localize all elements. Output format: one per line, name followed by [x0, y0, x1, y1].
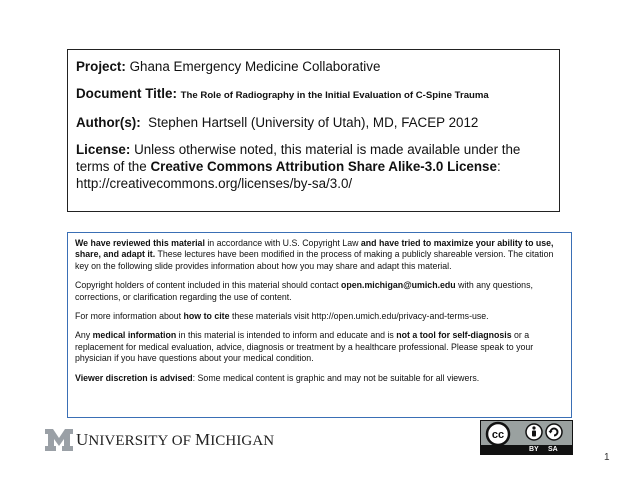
university-of-michigan-logo: [44, 428, 274, 452]
author-line: [76, 114, 552, 131]
license-line: [76, 141, 552, 192]
notice-bold-cite: how to cite: [183, 311, 230, 322]
license-colon: :: [496, 159, 501, 174]
notice-bold-reviewed: We have reviewed this material: [75, 238, 205, 248]
notice-bold-maximize: and have tried to maximize your ability to use, share, and adapt it.: [75, 238, 554, 260]
notice-paragraph-medical: [75, 330, 564, 364]
author-label: Author(s):: [76, 115, 141, 130]
notice-text: in accordance with U.S. Copyright Law: [204, 238, 361, 248]
cc-badge-icons: [481, 421, 572, 446]
notice-text: these materials visit http://open.umich.edu/privacy-and-terms-use.: [229, 311, 489, 322]
block-m-icon: [44, 428, 74, 452]
cc-by-sa-badge[interactable]: [480, 420, 573, 455]
notice-paragraph-discretion: [75, 373, 564, 384]
notice-paragraph-cite: [75, 311, 564, 322]
sa-share-alike-icon: [546, 424, 562, 440]
notice-bold-discretion: Viewer discretion is advised: [75, 372, 193, 383]
page-number: 1: [604, 452, 610, 463]
doc-title-label: Document Title:: [76, 86, 177, 101]
notice-text: Any: [75, 330, 93, 341]
cc-sa-label: SA: [548, 446, 558, 453]
wordmark-ichigan: ICHIGAN: [210, 433, 275, 449]
notice-text: or a replacement for medical evaluation, advice, diagnosis or treatment by a healthcare professional. Please speak to your physician if you have questions about your medical condition.: [75, 330, 534, 364]
doc-title-value: The Role of Radiography in the Initial Evaluation of C-Spine Trauma: [180, 90, 489, 101]
notice-bold-medical: medical information: [92, 330, 177, 341]
notice-text: For more information about: [75, 311, 184, 322]
project-label: Project:: [76, 59, 126, 74]
license-url[interactable]: http://creativecommons.org/licenses/by-sa/3.0/: [76, 176, 353, 191]
contact-email-link[interactable]: open.michigan@umich.edu: [341, 280, 456, 291]
notice-text: in this material is intended to inform and educate and is: [176, 330, 397, 341]
notice-paragraph-contact: [75, 280, 564, 303]
cc-badge-strip: [481, 445, 572, 454]
copyright-notice-box: [67, 232, 572, 418]
notice-paragraph-review: [75, 238, 564, 272]
wordmark-m: M: [194, 430, 211, 449]
project-value: Ghana Emergency Medicine Collaborative: [129, 59, 381, 74]
cc-icon: cc: [491, 429, 505, 441]
notice-text: Copyright holders of content included in this material should contact: [75, 280, 342, 291]
wordmark-niversity: NIVERSITY OF: [88, 433, 195, 449]
notice-bold-not-tool: not a tool for self-diagnosis: [396, 330, 512, 341]
notice-text: : Some medical content is graphic and may not be suitable for all viewers.: [192, 372, 480, 383]
author-value: Stephen Hartsell (University of Utah), MD, FACEP 2012: [148, 115, 479, 130]
license-text: Unless otherwise noted, this material is made available under the terms of the: [76, 142, 521, 174]
title-info-box: [67, 49, 560, 212]
project-line: [76, 58, 552, 75]
wordmark-u: U: [76, 430, 89, 449]
license-label: License:: [76, 142, 131, 157]
cc-by-label: BY: [529, 446, 539, 453]
notice-text: These lectures have been modified in the process of making a publicly shareable version. The citation key on the following slide provides information about how you may share and adapt this material.: [75, 249, 554, 271]
doc-title-line: [76, 85, 552, 104]
license-name: Creative Commons Attribution Share Alike-3.0 License: [150, 159, 497, 174]
notice-text: with any questions, corrections, or clarification regarding the use of content.: [75, 280, 533, 302]
university-wordmark: [76, 430, 274, 450]
